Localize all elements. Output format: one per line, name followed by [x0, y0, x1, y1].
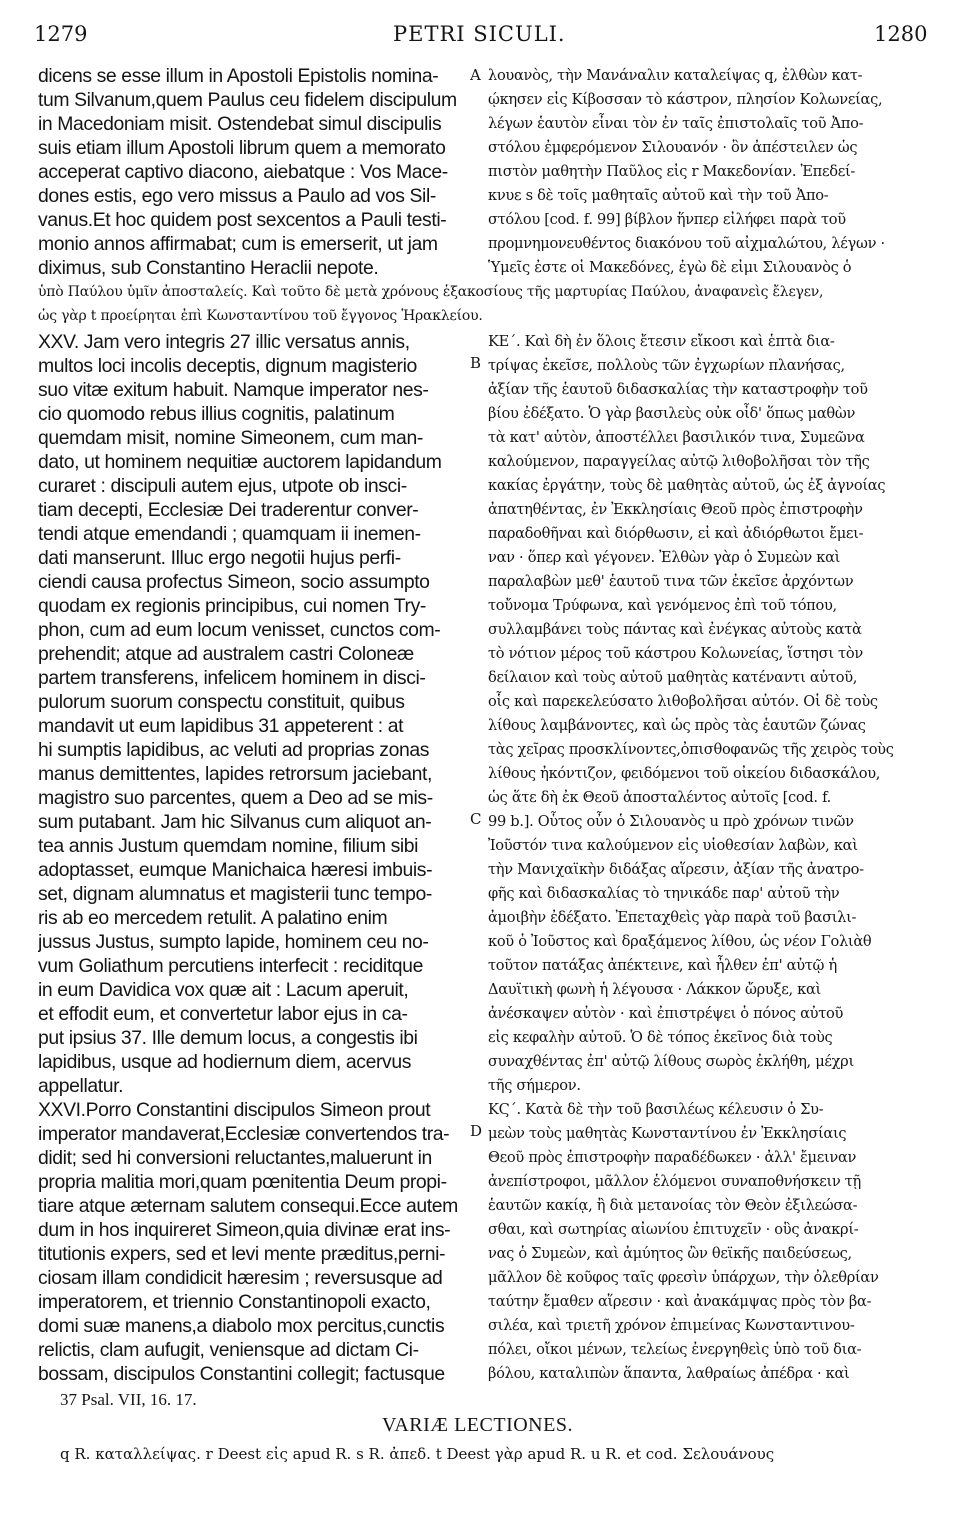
text-line: μεὼν τοὺς μαθητὰς Κωνσταντίνου ἐν Ἐκκλησίαις: [488, 1125, 847, 1142]
latin-column-bottom: [38, 330, 468, 1386]
greek-spanning-line: ὑπὸ Παύλου ὑμῖν ἀποσταλείς. Καὶ τοῦτο δὲ μετὰ χρόνους ἑξακοσίους τῆς μαρτυρίας Παύλου, ἀναφανεὶς ἔλεγεν,: [38, 284, 824, 300]
text-line: Ἰοῦστόν τινα καλούμενον εἰς υἱοθεσίαν λαβὼν, καὶ: [488, 837, 858, 854]
text-line: παραδοθῆναι καὶ διόρθωσιν, εἰ καὶ ἀδιόρθωτοι ἔμει-: [488, 525, 864, 542]
text-line: σιλέα, καὶ τριετῆ χρόνον ἐπιμείνας Κωνσταντινου-: [488, 1317, 855, 1334]
text-line: phon, cum ad eum locum venisset, cunctos com-: [38, 619, 441, 641]
text-line: diximus, sub Constantino Heraclii nepote.: [38, 257, 379, 279]
text-line: ris ab eo mercedem retulit. A palatino enim: [38, 907, 388, 929]
text-line: φῆς καὶ διδασκαλίας τὸ τηνικάδε παρ' αὐτοῦ τὴν: [488, 885, 840, 902]
text-line: et effodit eum, et convertetur labor ejus in ca-: [38, 1003, 408, 1025]
text-line: ΚϚ΄. Κατὰ δὲ τὴν τοῦ βασιλέως κέλευσιν ὁ Συ-: [488, 1101, 824, 1118]
text-line: titutionis expers, sed et levi mente præditus,perni-: [38, 1243, 446, 1265]
text-line: monio annos affirmabat; cum is emerserit, ut jam: [38, 233, 438, 255]
text-line: domi suæ manens,a diabolo mox percitus,cunctis: [38, 1315, 445, 1337]
text-line: put ipsius 37. Ille demum locus, a congestis ibi: [38, 1027, 418, 1049]
text-line: λέγων ἑαυτὸν εἶναι τὸν ἐν ταῖς ἐπιστολαῖς τοῦ Ἀπο-: [488, 115, 864, 132]
text-line: quemdam misit, nomine Simeonem, cum man-: [38, 427, 423, 449]
text-line: στόλου [cod. f. 99] βίβλον ἥνπερ εἰλήφει παρὰ τοῦ: [488, 211, 846, 228]
text-line: συλλαμβάνει τοὺς πάντας καὶ ἐνέγκας αὐτοὺς κατὰ: [488, 621, 862, 638]
text-line: vum Goliathum percutiens interfecit : reciditque: [38, 955, 423, 977]
text-line: didit; sed hi conversioni reluctantes,maluerunt in: [38, 1147, 432, 1169]
text-line: lapidibus, usque ad hodiernum diem, acervus: [38, 1051, 411, 1073]
text-line: dato, ut hominem nequitiæ auctorem lapidandum: [38, 451, 442, 473]
text-line: λίθους λαμβάνοντες, καὶ ὡς πρὸς τὰς ἑαυτῶν ζώνας: [488, 717, 866, 734]
text-line: multos loci incolis deceptis, dignum magisterio: [38, 355, 417, 377]
text-line: τὰς χεῖρας προσκλίνοντες,ὀπισθοφανῶς τῆς χειρὸς τοὺς: [488, 741, 894, 758]
text-line: στόλου ἐμφερόμενον Σιλουανόν · ὃν ἀπέστειλεν ὡς: [488, 139, 858, 156]
text-line: συναχθέντας ἐπ' αὐτῷ λίθους σωρὸς ἐκλήθη, μέχρι: [488, 1053, 854, 1070]
text-line: partem transferens, infelicem hominem in disci-: [38, 667, 426, 689]
text-line: ἀπατηθέντας, ἐν Ἐκκλησίαις Θεοῦ πρὸς ἐπιστροφὴν: [488, 501, 863, 518]
text-line: κακίας ἐργάτην, τοὺς δὲ μαθητὰς αὐτοῦ, ὡς ἐξ ἀγνοίας: [488, 477, 886, 494]
text-line: dicens se esse illum in Apostoli Epistolis nomina-: [38, 65, 439, 87]
text-line: dones estis, ego vero missus a Paulo ad vos Sil-: [38, 185, 436, 207]
text-line: ἑαυτῶν κακίᾳ, ἢ διὰ μετανοίας τὸν Θεὸν ἐξιλεώσα-: [488, 1197, 858, 1214]
text-line: adoptasset, eumque Manichaica hæresi imbuis-: [38, 859, 433, 881]
text-line: καλούμενον, παραγγείλας αὐτῷ λιθοβολῆσαι τὸν τῆς: [488, 453, 870, 470]
text-line: manus demittentes, lapides retrorsum jaciebant,: [38, 763, 432, 785]
text-line: ῴκησεν εἰς Κίβοσσαν τὸ κάστρον, πλησίον Κολωνείας,: [488, 91, 883, 108]
page-number-left: 1279: [34, 22, 88, 46]
text-line: σθαι, καὶ σωτηρίας αἰωνίου ἐπιτυχεῖν · οὓς ἀνακρί-: [488, 1221, 859, 1238]
text-line: τῆς σήμερον.: [488, 1077, 581, 1094]
margin-letter-a: A: [470, 66, 481, 84]
text-line: κνυε s δὲ τοῖς μαθηταῖς αὐτοῦ καὶ τὴν τοῦ Ἀπο-: [488, 187, 829, 204]
greek-spanning-line: ὡς γὰρ t προείρηται ἐπὶ Κωνσταντίνου τοῦ ἔγγονος Ἡρακλείου.: [38, 308, 483, 324]
text-line: tendi atque emendandi ; quamquam ii inemen-: [38, 523, 421, 545]
text-line: hi sumptis lapidibus, ac veluti ad proprias zonas: [38, 739, 430, 761]
text-line: acceperat captivo diacono, aiebatque : Vos Mace-: [38, 161, 448, 183]
greek-column-bottom: [488, 330, 924, 1386]
variae-lectiones-list: q R. καταλλείψας. r Deest εἰς apud R. s R. ἀπεδ. t Deest γὰρ apud R. u R. et cod. Σελουάνους: [60, 1445, 775, 1463]
text-line: ἀνέσκαψεν αὐτὸν · καὶ ἐπιστρέψει ὁ πόνος αὐτοῦ: [488, 1005, 844, 1022]
text-line: βίου ἐδέξατο. Ὁ γὰρ βασιλεὺς οὐκ οἶδ' ὅπως μαθὼν: [488, 405, 856, 422]
running-title: PETRI SICULI.: [393, 22, 566, 46]
text-line: propria malitia mori,quam pœnitentia Deum propi-: [38, 1171, 447, 1193]
text-line: πόλει, οἴκοι μένων, τελείως ἐνεργηθεὶς ὑπὸ τοῦ δια-: [488, 1341, 862, 1358]
text-line: in eum Davidica vox quæ ait : Lacum aperuit,: [38, 979, 409, 1001]
text-line: Θεοῦ πρὸς ἐπιστροφὴν παραδέδωκεν · ἀλλ' ἔμειναν: [488, 1149, 857, 1166]
text-line: παραλαβὼν μεθ' ἑαυτοῦ τινα τῶν ἐκεῖσε ἀρχόντων: [488, 573, 854, 590]
text-line: δείλαιον καὶ τοὺς αὐτοῦ μαθητὰς κατέναντι αὐτοῦ,: [488, 669, 858, 686]
text-line: λίθους ἠκόντιζον, φειδόμενοι τοῦ οἰκείου διδασκάλου,: [488, 765, 881, 782]
variae-lectiones-heading: VARIÆ LECTIONES.: [382, 1414, 573, 1436]
text-line: appellatur.: [38, 1075, 124, 1097]
text-line: cio quomodo rebus illius cognitis, palatinum: [38, 403, 395, 425]
text-line: Ὑμεῖς ἐστε οἱ Μακεδόνες, ἐγὼ δὲ εἰμι Σιλουανὸς ὁ: [488, 259, 852, 276]
text-line: jussus Justus, sumpto lapide, hominem ceu no-: [38, 931, 429, 953]
text-line: curaret : discipuli autem ejus, utpote ob insci-: [38, 475, 407, 497]
text-line: quodam ex regionis principibus, cui nomen Try-: [38, 595, 426, 617]
text-line: ναν · ὅπερ καὶ γέγονεν. Ἐλθὼν γὰρ ὁ Συμεὼν καὶ: [488, 549, 841, 566]
text-line: τρίψας ἐκεῖσε, πολλοὺς τῶν ἐγχωρίων πλανήσας,: [488, 357, 845, 374]
margin-letter-c: C: [470, 810, 482, 828]
text-line: tiare atque æternam salutem consequi.Ecce autem: [38, 1195, 458, 1217]
text-line: Δαυϊτικὴ φωνὴ ἡ λέγουσα · Λάκκον ὤρυξε, καὶ: [488, 981, 821, 998]
text-line: prehendit; atque ad australem castri Coloneæ: [38, 643, 414, 665]
text-line: suo vitæ exitum habuit. Namque imperator nes-: [38, 379, 429, 401]
text-line: βόλου, καταλιπὼν ἅπαντα, λαθραίως ἀπέδρα · καὶ: [488, 1365, 850, 1382]
text-line: ἀνεπίστροφοι, μᾶλλον ἑλόμενοι συναποθνήσκειν τῇ: [488, 1173, 862, 1190]
text-line: 99 b.]. Οὗτος οὖν ὁ Σιλουανὸς u πρὸ χρόνων τινῶν: [488, 813, 854, 830]
margin-letter-d: D: [470, 1122, 483, 1140]
text-line: ciendi causa profectus Simeon, socio assumpto: [38, 571, 430, 593]
text-line: τὰ κατ' αὐτὸν, ἀποστέλλει βασιλικόν τινα, Συμεῶνα: [488, 429, 865, 446]
text-line: ΚΕ΄. Καὶ δὴ ἐν ὅλοις ἔτεσιν εἴκοσι καὶ ἑπτὰ δια-: [488, 333, 835, 350]
text-line: tea annis Justum quemdam nomine, filium sibi: [38, 835, 419, 857]
text-line: εἰς κεφαλὴν αὐτοῦ. Ὁ δὲ τόπος ἐκεῖνος διὰ τοὺς: [488, 1029, 833, 1046]
page-number-right: 1280: [874, 22, 928, 46]
text-line: XXV. Jam vero integris 27 illic versatus annis,: [38, 331, 410, 353]
text-line: dati manserunt. Illuc ergo negotii hujus perfi-: [38, 547, 401, 569]
text-line: ἀμοιβὴν ἐδέξατο. Ἐπεταχθεὶς γὰρ παρὰ τοῦ βασιλι-: [488, 909, 857, 926]
text-line: τοῦτον πατάξας ἀπέκτεινε, καὶ ἦλθεν ἐπ' αὐτῷ ἡ: [488, 957, 837, 974]
text-line: ἀξίαν τῆς ἑαυτοῦ διδασκαλίας τὴν καταστροφὴν τοῦ: [488, 381, 868, 398]
text-line: προμνημονευθέντος διακόνου τοῦ αἰχμαλώτου, λέγων ·: [488, 235, 885, 252]
text-line: ciosam illam condidicit hæresim ; reversusque ad: [38, 1267, 443, 1289]
margin-letter-b: B: [470, 354, 482, 372]
text-line: κοῦ ὁ Ἰοῦστος καὶ δραξάμενος λίθου, ὡς νέον Γολιὰθ: [488, 933, 872, 950]
text-line: suis etiam illum Apostoli librum quem a memorato: [38, 137, 446, 159]
text-line: οἷς καὶ παρεκελεύσατο λιθοβολῆσαι αὐτόν. Οἱ δὲ τοὺς: [488, 693, 878, 710]
text-line: bossam, discipulos Constantini collegit; factusque: [38, 1363, 445, 1385]
text-line: set, dignam alumnatus et magisterii tunc tempo-: [38, 883, 432, 905]
text-line: XXVI.Porro Constantini discipulos Simeon prout: [38, 1099, 431, 1121]
text-line: νας ὁ Συμεὼν, καὶ ἀμύητος ὢν θεϊκῆς παιδεύσεως,: [488, 1245, 852, 1262]
text-line: sum putabant. Jam hic Silvanus cum aliquot an-: [38, 811, 432, 833]
text-line: dum in hos inquireret Simeon,quia divinæ erat ins-: [38, 1219, 451, 1241]
text-line: pulorum suorum conspectu constituit, quibus: [38, 691, 405, 713]
text-line: λουανὸς, τὴν Μανάναλιν καταλείψας q, ἐλθὼν κατ-: [488, 67, 863, 84]
text-line: in Macedoniam misit. Ostendebat simul discipulis: [38, 113, 442, 135]
text-line: τὸ νότιον μέρος τοῦ κάστρου Κολωνείας, ἵστησι τὸν: [488, 645, 863, 662]
text-line: τὴν Μανιχαϊκὴν διδάξας αἵρεσιν, ἀξίαν τῆς ἀνατρο-: [488, 861, 864, 878]
text-line: relictis, clam aufugit, veniensque ad dictam Ci-: [38, 1339, 419, 1361]
text-line: magistro suo parcentes, quem a Deo ad se mis-: [38, 787, 433, 809]
text-line: ὡς ἅτε δὴ ἐκ Θεοῦ ἀποσταλέντος αὐτοῖς [cod. f.: [488, 789, 832, 806]
latin-column-top: [38, 64, 468, 280]
text-line: mandavit ut eum lapidibus 31 appeterent : at: [38, 715, 404, 737]
greek-column-top: [488, 64, 924, 280]
footnote: 37 Psal. VII, 16. 17.: [60, 1390, 197, 1409]
text-line: πιστὸν μαθητὴν Παῦλος εἰς r Μακεδονίαν. Ἐπεδεί-: [488, 163, 856, 180]
text-line: ταύτην ἔμαθεν αἵρεσιν · καὶ ἀνακάμψας πρὸς τὸν βα-: [488, 1293, 872, 1310]
text-line: imperator mandaverat,Ecclesiæ convertendos tra-: [38, 1123, 450, 1145]
text-line: τοὔνομα Τρύφωνα, καὶ γενόμενος ἐπὶ τοῦ τόπου,: [488, 597, 837, 614]
text-line: tiam decepti, Ecclesiæ Dei traderentur conver-: [38, 499, 419, 521]
text-line: vanus.Et hoc quidem post sexcentos a Pauli testi-: [38, 209, 447, 231]
text-line: μᾶλλον δὲ κοῦφος ταῖς φρεσὶν ὑπάρχων, τὴν ὀλεθρίαν: [488, 1269, 879, 1286]
text-line: tum Silvanum,quem Paulus ceu fidelem discipulum: [38, 89, 457, 111]
text-line: imperatorem, et triennio Constantinopoli exacto,: [38, 1291, 431, 1313]
